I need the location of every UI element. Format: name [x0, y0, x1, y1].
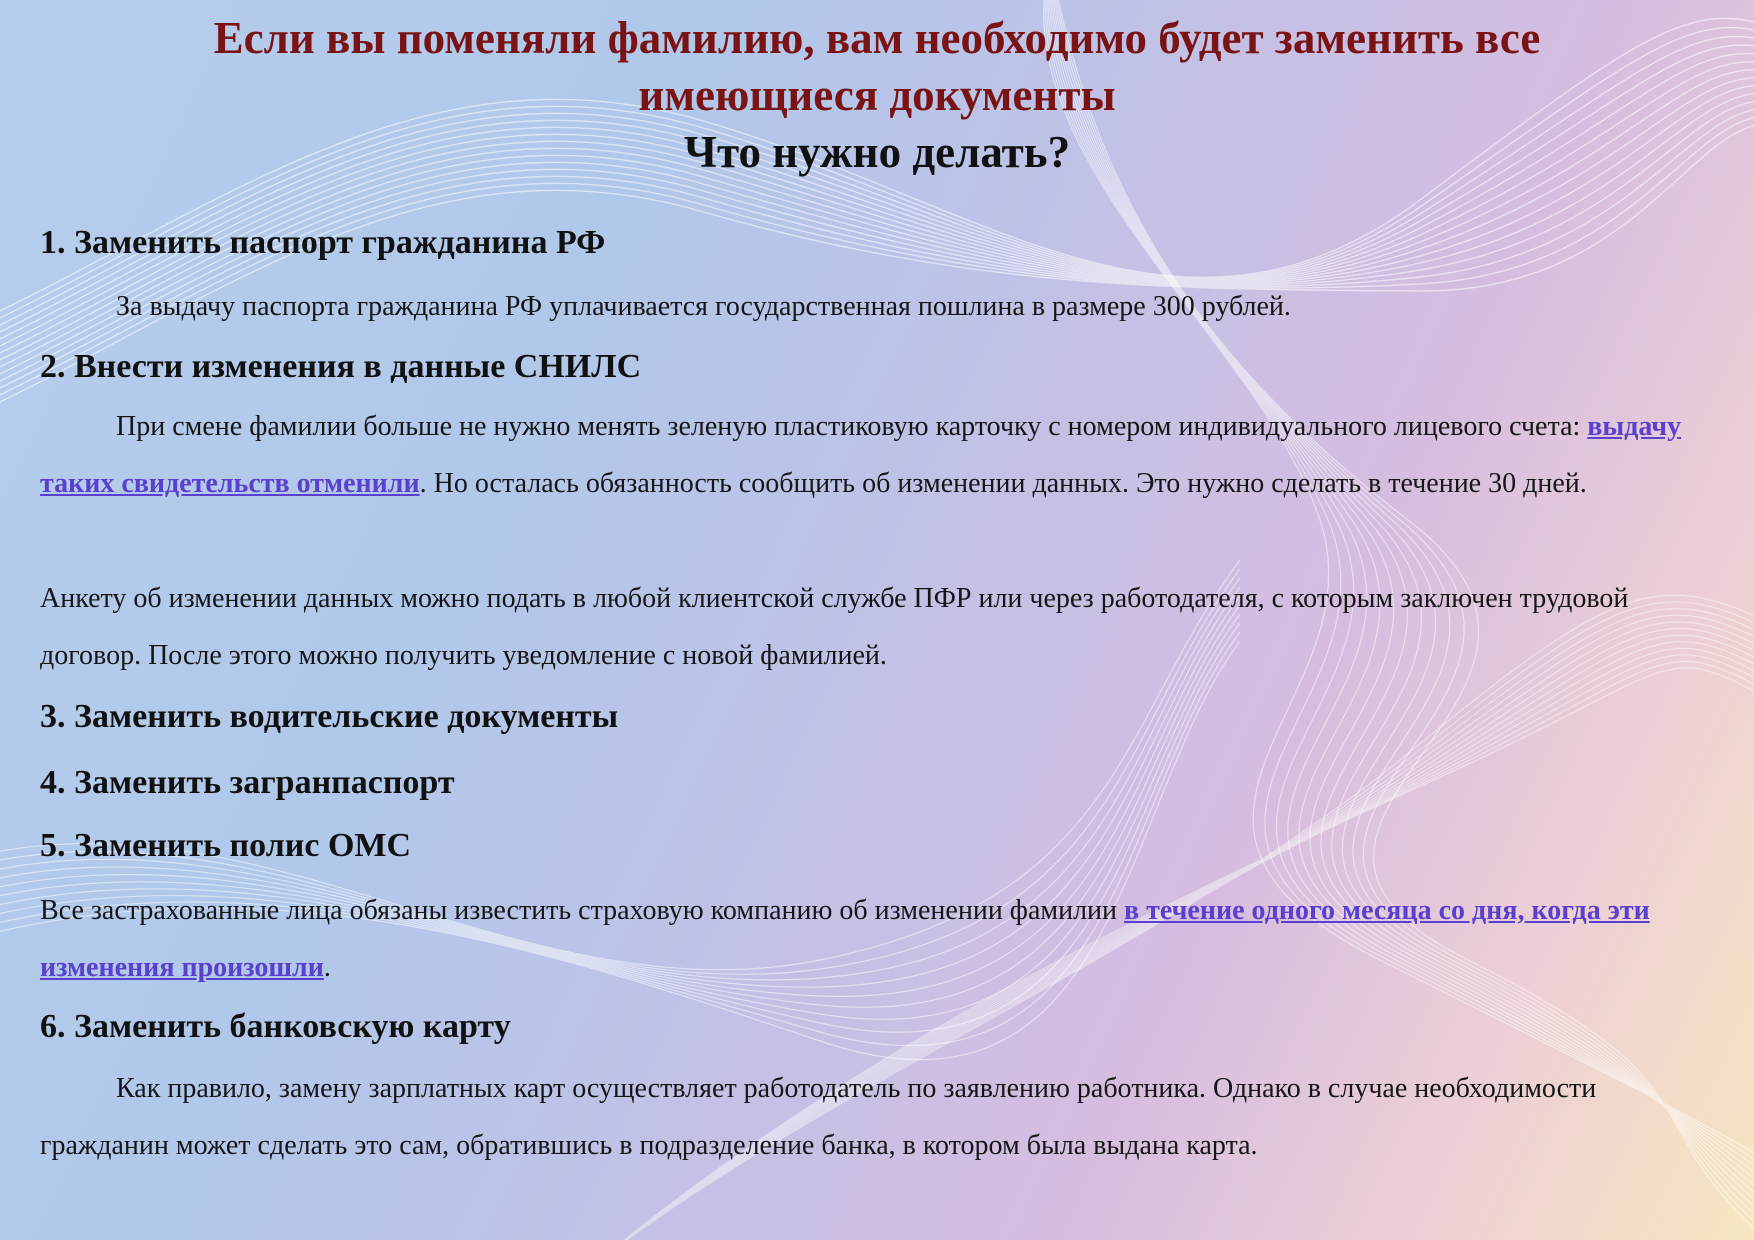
snils-cancellation-link[interactable]: выдачу таких свидетельств отменили: [40, 411, 1682, 499]
section-5-heading: 5. Заменить полис ОМС: [40, 827, 412, 864]
section-5-text-before: Все застрахованные лица обязаны известить страховую компанию об изменении фамилии: [40, 895, 1125, 926]
section-6-text: Как правило, замену зарплатных карт осуществляет работодатель по заявлению работника. Однако в случае необходимости гражданин может сделать это сам, обратившись в подразделение банка, в котором была выдана карта.: [40, 1073, 1597, 1161]
section-2-text-after: . Но осталась обязанность сообщить об изменении данных. Это нужно сделать в течение 30 дней.: [419, 468, 1587, 499]
page-title-line-1: Если вы поменяли фамилию, вам необходимо будет заменить все: [213, 13, 1541, 63]
section-1-text: За выдачу паспорта гражданина РФ уплачивается государственная пошлина в размере 300 рублей.: [116, 291, 1291, 322]
section-5-text-after: .: [323, 952, 331, 983]
page-title: [60, 10, 1694, 124]
section-6-heading: 6. Заменить банковскую карту: [40, 1008, 511, 1045]
page-subtitle: Что нужно делать?: [683, 127, 1071, 177]
section-2-text: [40, 398, 1720, 512]
oms-deadline-link[interactable]: в течение одного месяца со дня, когда эти изменения произошли: [40, 895, 1650, 983]
section-2-heading: 2. Внести изменения в данные СНИЛС: [40, 348, 642, 385]
page-title-line-2: имеющиеся документы: [638, 70, 1116, 120]
section-5-text: [40, 882, 1720, 996]
section-3-heading: 3. Заменить водительские документы: [40, 698, 619, 735]
section-2-text-before: При смене фамилии больше не нужно менять зеленую пластиковую карточку с номером индивидуального лицевого счета:: [116, 411, 1588, 442]
section-2-text-2: Анкету об изменении данных можно подать в любой клиентской службе ПФР или через работодателя, с которым заключен трудовой договор. После этого можно получить уведомление с новой фамилией.: [40, 583, 1629, 671]
section-1-heading: 1. Заменить паспорт гражданина РФ: [40, 224, 606, 261]
section-4-heading: 4. Заменить загранпаспорт: [40, 764, 455, 801]
